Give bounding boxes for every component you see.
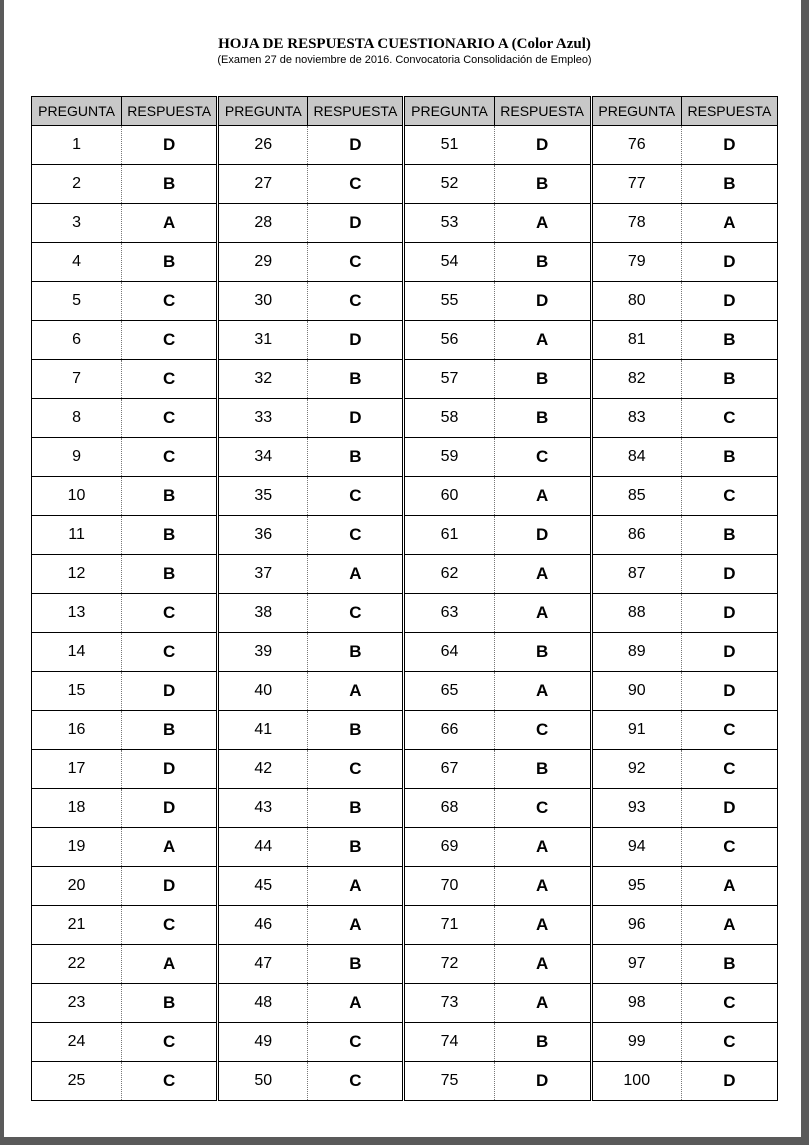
answer-table	[31, 96, 778, 1101]
question-number: 19	[32, 828, 122, 867]
answer-letter: B	[308, 438, 403, 477]
answer-column-header: RESPUESTA	[308, 97, 403, 126]
answer-letter: A	[122, 828, 217, 867]
question-number: 37	[219, 555, 308, 594]
question-number: 38	[219, 594, 308, 633]
answer-letter: D	[308, 399, 403, 438]
answer-letter: B	[122, 477, 217, 516]
table-row	[32, 438, 778, 477]
answer-letter: D	[494, 1062, 590, 1101]
question-number: 25	[32, 1062, 122, 1101]
question-number: 43	[219, 789, 308, 828]
table-row	[32, 945, 778, 984]
answer-column-header: RESPUESTA	[681, 97, 777, 126]
question-column-header: PREGUNTA	[592, 97, 681, 126]
table-row	[32, 282, 778, 321]
answer-letter: C	[122, 633, 217, 672]
table-row	[32, 1062, 778, 1101]
answer-letter: C	[308, 1062, 403, 1101]
question-number: 28	[219, 204, 308, 243]
table-row	[32, 672, 778, 711]
question-number: 26	[219, 126, 308, 165]
question-number: 70	[405, 867, 494, 906]
question-number: 21	[32, 906, 122, 945]
question-number: 13	[32, 594, 122, 633]
question-number: 84	[592, 438, 681, 477]
question-number: 18	[32, 789, 122, 828]
question-number: 9	[32, 438, 122, 477]
answer-letter: C	[122, 594, 217, 633]
answer-letter: D	[681, 633, 777, 672]
answer-letter: D	[122, 672, 217, 711]
answer-letter: B	[681, 360, 777, 399]
answer-letter: A	[494, 828, 590, 867]
question-number: 95	[592, 867, 681, 906]
question-number: 81	[592, 321, 681, 360]
question-number: 76	[592, 126, 681, 165]
answer-column-header: RESPUESTA	[122, 97, 217, 126]
answer-letter: B	[308, 828, 403, 867]
answer-letter: C	[122, 1062, 217, 1101]
answer-letter: C	[681, 477, 777, 516]
table-row	[32, 126, 778, 165]
table-row	[32, 399, 778, 438]
answer-letter: B	[308, 945, 403, 984]
answer-letter: A	[494, 321, 590, 360]
answer-letter: C	[308, 1023, 403, 1062]
question-number: 42	[219, 750, 308, 789]
answer-letter: B	[494, 633, 590, 672]
question-number: 88	[592, 594, 681, 633]
answer-letter: C	[681, 399, 777, 438]
question-number: 5	[32, 282, 122, 321]
question-number: 23	[32, 984, 122, 1023]
table-row	[32, 165, 778, 204]
answer-letter: C	[681, 984, 777, 1023]
document-title: HOJA DE RESPUESTA CUESTIONARIO A (Color Azul)	[218, 36, 591, 52]
answer-letter: D	[494, 126, 590, 165]
question-number: 2	[32, 165, 122, 204]
question-number: 10	[32, 477, 122, 516]
question-column-header: PREGUNTA	[219, 97, 308, 126]
question-number: 89	[592, 633, 681, 672]
question-number: 59	[405, 438, 494, 477]
answer-letter: D	[122, 867, 217, 906]
answer-letter: C	[308, 516, 403, 555]
answer-letter: C	[308, 477, 403, 516]
answer-letter: B	[122, 555, 217, 594]
table-row	[32, 711, 778, 750]
answer-letter: B	[681, 165, 777, 204]
answer-letter: C	[308, 750, 403, 789]
answer-letter: C	[122, 321, 217, 360]
table-row	[32, 321, 778, 360]
question-number: 82	[592, 360, 681, 399]
question-number: 77	[592, 165, 681, 204]
question-number: 39	[219, 633, 308, 672]
table-header-row	[32, 97, 778, 126]
question-number: 29	[219, 243, 308, 282]
answer-letter: D	[494, 516, 590, 555]
answer-letter: D	[681, 672, 777, 711]
question-number: 48	[219, 984, 308, 1023]
answer-letter: B	[494, 750, 590, 789]
table-row	[32, 477, 778, 516]
answer-letter: A	[308, 984, 403, 1023]
answer-letter: A	[308, 867, 403, 906]
answer-letter: B	[122, 984, 217, 1023]
answer-letter: C	[681, 711, 777, 750]
answer-letter: A	[681, 906, 777, 945]
answer-letter: C	[122, 1023, 217, 1062]
question-number: 7	[32, 360, 122, 399]
answer-letter: D	[681, 282, 777, 321]
question-number: 58	[405, 399, 494, 438]
question-number: 4	[32, 243, 122, 282]
question-number: 33	[219, 399, 308, 438]
question-number: 64	[405, 633, 494, 672]
question-number: 41	[219, 711, 308, 750]
question-number: 68	[405, 789, 494, 828]
answer-letter: A	[494, 672, 590, 711]
question-number: 54	[405, 243, 494, 282]
answer-letter: C	[308, 243, 403, 282]
question-column-header: PREGUNTA	[405, 97, 494, 126]
question-number: 11	[32, 516, 122, 555]
answer-letter: A	[681, 867, 777, 906]
answer-letter: A	[122, 945, 217, 984]
question-number: 50	[219, 1062, 308, 1101]
question-number: 74	[405, 1023, 494, 1062]
question-number: 51	[405, 126, 494, 165]
question-number: 47	[219, 945, 308, 984]
question-number: 30	[219, 282, 308, 321]
question-number: 36	[219, 516, 308, 555]
question-number: 92	[592, 750, 681, 789]
table-row	[32, 984, 778, 1023]
question-number: 32	[219, 360, 308, 399]
question-number: 83	[592, 399, 681, 438]
table-row	[32, 867, 778, 906]
question-number: 75	[405, 1062, 494, 1101]
answer-letter: A	[494, 867, 590, 906]
answer-letter: D	[494, 282, 590, 321]
answer-letter: C	[122, 360, 217, 399]
answer-letter: A	[308, 906, 403, 945]
answer-letter: C	[681, 1023, 777, 1062]
answer-letter: D	[122, 789, 217, 828]
answer-letter: B	[308, 360, 403, 399]
question-number: 12	[32, 555, 122, 594]
table-row	[32, 828, 778, 867]
question-number: 6	[32, 321, 122, 360]
answer-letter: A	[308, 555, 403, 594]
question-number: 1	[32, 126, 122, 165]
question-number: 52	[405, 165, 494, 204]
answer-letter: B	[308, 633, 403, 672]
question-number: 93	[592, 789, 681, 828]
question-number: 63	[405, 594, 494, 633]
table-row	[32, 789, 778, 828]
question-number: 78	[592, 204, 681, 243]
question-number: 73	[405, 984, 494, 1023]
question-number: 87	[592, 555, 681, 594]
question-number: 96	[592, 906, 681, 945]
answer-letter: C	[308, 594, 403, 633]
table-row	[32, 204, 778, 243]
answer-letter: A	[494, 906, 590, 945]
question-number: 45	[219, 867, 308, 906]
answer-letter: D	[681, 789, 777, 828]
question-number: 65	[405, 672, 494, 711]
answer-letter: C	[308, 282, 403, 321]
answer-letter: C	[681, 750, 777, 789]
question-number: 60	[405, 477, 494, 516]
answer-letter: D	[122, 126, 217, 165]
answer-letter: A	[494, 984, 590, 1023]
question-number: 72	[405, 945, 494, 984]
question-number: 91	[592, 711, 681, 750]
question-number: 34	[219, 438, 308, 477]
table-row	[32, 750, 778, 789]
answer-letter: C	[122, 399, 217, 438]
question-number: 15	[32, 672, 122, 711]
answer-letter: B	[494, 399, 590, 438]
question-number: 80	[592, 282, 681, 321]
answer-letter: B	[122, 516, 217, 555]
answer-letter: D	[681, 243, 777, 282]
answer-letter: A	[308, 672, 403, 711]
question-number: 56	[405, 321, 494, 360]
question-number: 66	[405, 711, 494, 750]
question-number: 46	[219, 906, 308, 945]
question-number: 31	[219, 321, 308, 360]
table-row	[32, 594, 778, 633]
answer-letter: B	[122, 243, 217, 282]
table-row	[32, 360, 778, 399]
answer-letter: A	[681, 204, 777, 243]
question-number: 8	[32, 399, 122, 438]
table-body	[32, 126, 778, 1101]
answer-letter: D	[681, 126, 777, 165]
answer-letter: B	[494, 165, 590, 204]
answer-letter: A	[494, 477, 590, 516]
answer-letter: C	[494, 711, 590, 750]
answer-letter: B	[681, 516, 777, 555]
answer-letter: D	[308, 321, 403, 360]
question-number: 100	[592, 1062, 681, 1101]
answer-letter: C	[494, 789, 590, 828]
answer-letter: A	[494, 555, 590, 594]
question-number: 99	[592, 1023, 681, 1062]
answer-letter: C	[122, 906, 217, 945]
table-row	[32, 1023, 778, 1062]
question-number: 27	[219, 165, 308, 204]
question-number: 55	[405, 282, 494, 321]
question-number: 44	[219, 828, 308, 867]
answer-letter: A	[122, 204, 217, 243]
answer-letter: B	[681, 438, 777, 477]
answer-letter: C	[308, 165, 403, 204]
table-row	[32, 243, 778, 282]
question-number: 53	[405, 204, 494, 243]
answer-letter: D	[308, 126, 403, 165]
answer-letter: B	[308, 789, 403, 828]
question-number: 17	[32, 750, 122, 789]
question-number: 94	[592, 828, 681, 867]
answer-letter: B	[681, 321, 777, 360]
answer-column-header: RESPUESTA	[494, 97, 590, 126]
table-row	[32, 516, 778, 555]
answer-letter: D	[681, 555, 777, 594]
question-number: 57	[405, 360, 494, 399]
question-number: 40	[219, 672, 308, 711]
table-row	[32, 555, 778, 594]
question-number: 79	[592, 243, 681, 282]
question-number: 62	[405, 555, 494, 594]
answer-letter: B	[494, 360, 590, 399]
table-row	[32, 633, 778, 672]
question-number: 3	[32, 204, 122, 243]
question-number: 61	[405, 516, 494, 555]
answer-letter: C	[122, 282, 217, 321]
answer-letter: D	[681, 1062, 777, 1101]
answer-letter: A	[494, 945, 590, 984]
document-subtitle: (Examen 27 de noviembre de 2016. Convocatoria Consolidación de Empleo)	[217, 54, 592, 66]
answer-letter: B	[122, 165, 217, 204]
answer-letter: C	[681, 828, 777, 867]
table-row	[32, 906, 778, 945]
question-number: 20	[32, 867, 122, 906]
question-number: 71	[405, 906, 494, 945]
question-number: 85	[592, 477, 681, 516]
answer-letter: D	[122, 750, 217, 789]
answer-letter: D	[681, 594, 777, 633]
question-number: 49	[219, 1023, 308, 1062]
answer-letter: B	[308, 711, 403, 750]
answer-letter: A	[494, 204, 590, 243]
question-number: 35	[219, 477, 308, 516]
question-number: 16	[32, 711, 122, 750]
question-number: 67	[405, 750, 494, 789]
answer-letter: B	[122, 711, 217, 750]
answer-letter: C	[122, 438, 217, 477]
answer-letter: B	[494, 1023, 590, 1062]
question-number: 90	[592, 672, 681, 711]
question-number: 98	[592, 984, 681, 1023]
question-number: 69	[405, 828, 494, 867]
answer-letter: D	[308, 204, 403, 243]
question-column-header: PREGUNTA	[32, 97, 122, 126]
answer-letter: B	[681, 945, 777, 984]
answer-letter: B	[494, 243, 590, 282]
question-number: 86	[592, 516, 681, 555]
question-number: 24	[32, 1023, 122, 1062]
answer-letter: C	[494, 438, 590, 477]
question-number: 22	[32, 945, 122, 984]
answer-letter: A	[494, 594, 590, 633]
question-number: 14	[32, 633, 122, 672]
question-number: 97	[592, 945, 681, 984]
